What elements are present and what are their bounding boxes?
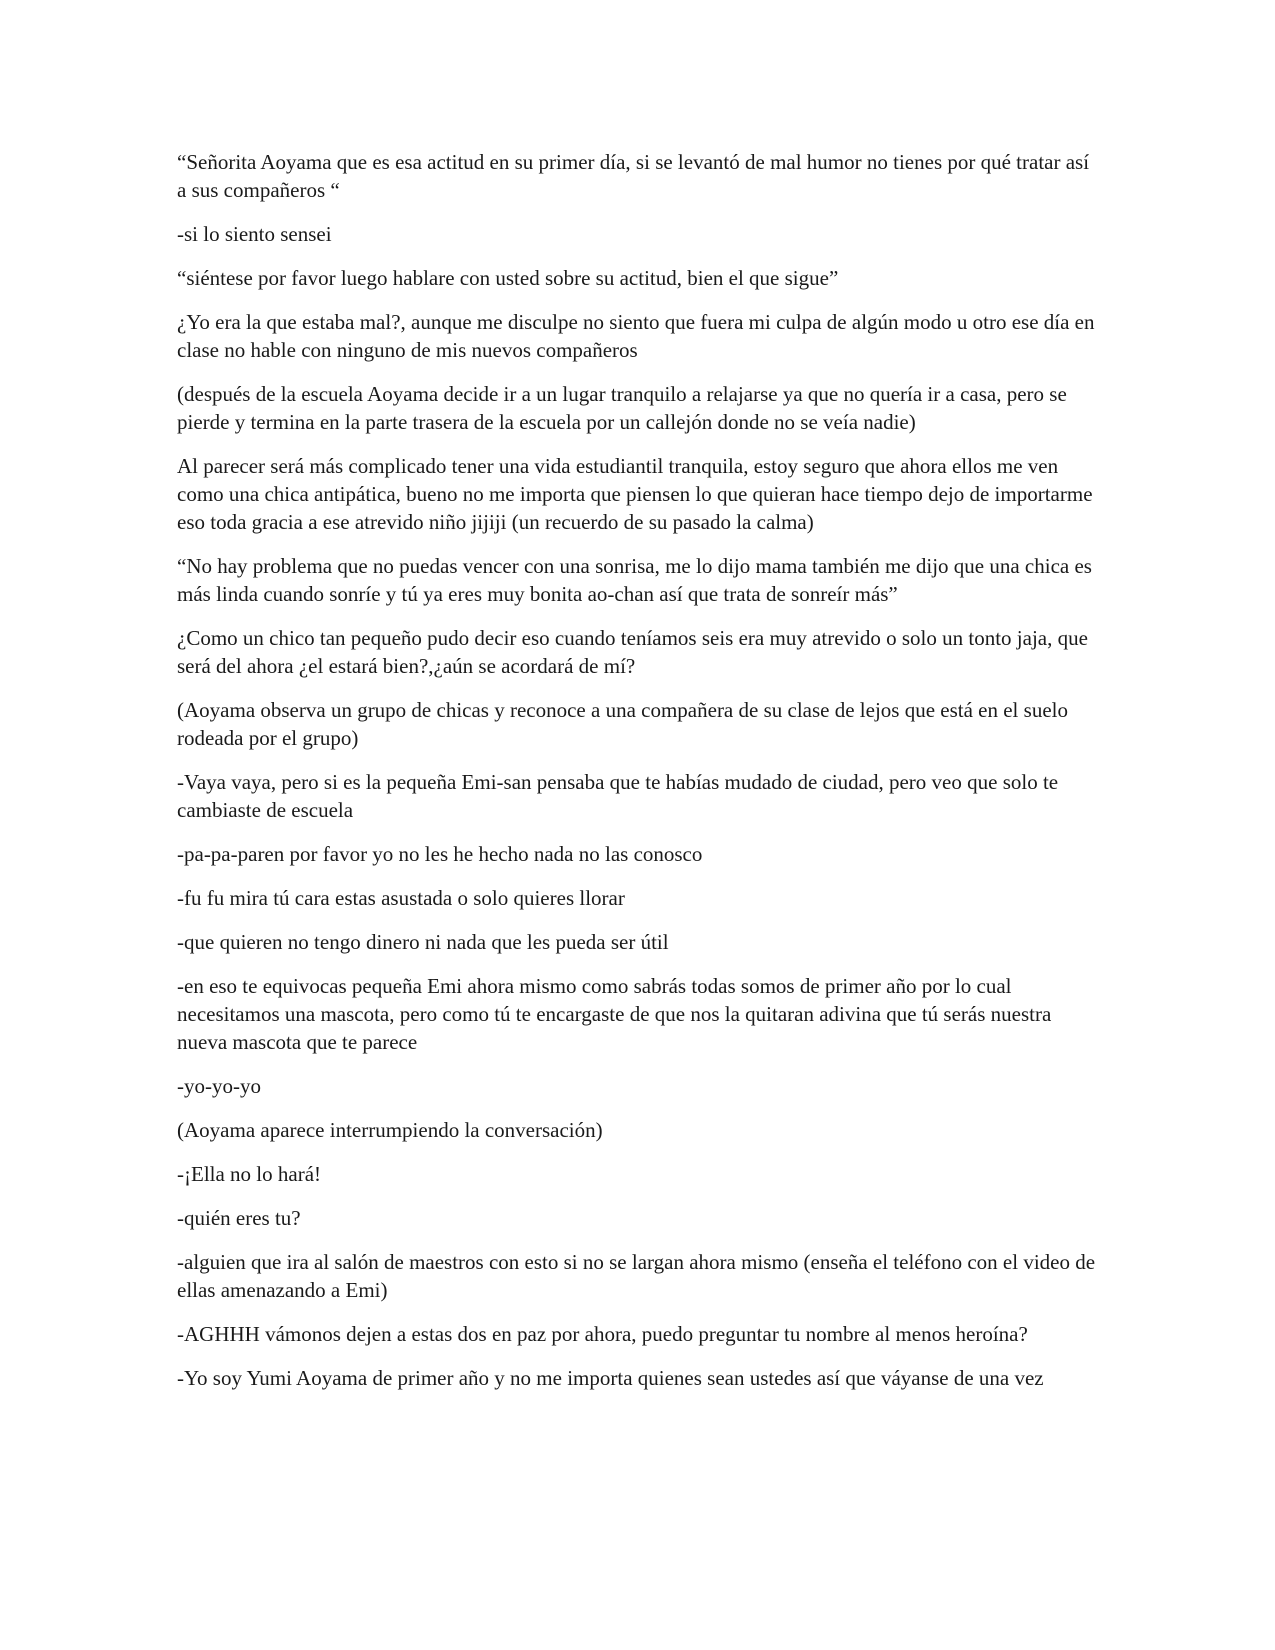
paragraph: “siéntese por favor luego hablare con usted sobre su actitud, bien el que sigue”: [177, 266, 839, 290]
paragraph: (Aoyama aparece interrumpiendo la conversación): [177, 1118, 603, 1142]
paragraph: -si lo siento sensei: [177, 222, 332, 246]
paragraph: -alguien que ira al salón de maestros con esto si no se largan ahora mismo (enseña el teléfono con el video de ellas amenazando a Emi): [177, 1250, 1096, 1302]
paragraph: (después de la escuela Aoyama decide ir a un lugar tranquilo a relajarse ya que no quería ir a casa, pero se pierde y termina en la parte trasera de la escuela por un callejón donde no se veía nadie): [177, 382, 1067, 434]
paragraph: ¿Como un chico tan pequeño pudo decir eso cuando teníamos seis era muy atrevido o solo un tonto jaja, que será del ahora ¿el estará bien?,¿aún se acordará de mí?: [177, 626, 1088, 678]
paragraph: ¿Yo era la que estaba mal?, aunque me disculpe no siento que fuera mi culpa de algún modo u otro ese día en clase no hable con ninguno de mis nuevos compañeros: [177, 310, 1095, 362]
paragraph: -quién eres tu?: [177, 1206, 301, 1230]
paragraph: -yo-yo-yo: [177, 1074, 261, 1098]
paragraph: -en eso te equivocas pequeña Emi ahora mismo como sabrás todas somos de primer año por lo cual necesitamos una mascota, pero como tú te encargaste de que nos la quitaran adivina que tú serás nuestra nueva mascota que te parece: [177, 974, 1052, 1054]
paragraph: -Yo soy Yumi Aoyama de primer año y no me importa quienes sean ustedes así que váyanse de una vez: [177, 1366, 1044, 1390]
paragraph: -Vaya vaya, pero si es la pequeña Emi-san pensaba que te habías mudado de ciudad, pero veo que solo te cambiaste de escuela: [177, 770, 1059, 822]
paragraph: “Señorita Aoyama que es esa actitud en su primer día, si se levantó de mal humor no tienes por qué tratar así a sus compañeros “: [177, 150, 1090, 202]
document-body: [177, 148, 1102, 1408]
paragraph: Al parecer será más complicado tener una vida estudiantil tranquila, estoy seguro que ahora ellos me ven como una chica antipática, bueno no me importa que piensen lo que quieran hace tiempo dejo de importarme eso toda gracia a ese atrevido niño jijiji (un recuerdo de su pasado la calma): [177, 454, 1093, 534]
paragraph: -fu fu mira tú cara estas asustada o solo quieres llorar: [177, 886, 625, 910]
paragraph: (Aoyama observa un grupo de chicas y reconoce a una compañera de su clase de lejos que está en el suelo rodeada por el grupo): [177, 698, 1068, 750]
paragraph: -pa-pa-paren por favor yo no les he hecho nada no las conosco: [177, 842, 703, 866]
paragraph: “No hay problema que no puedas vencer con una sonrisa, me lo dijo mama también me dijo que una chica es más linda cuando sonríe y tú ya eres muy bonita ao-chan así que trata de sonreír más”: [177, 554, 1092, 606]
paragraph: -que quieren no tengo dinero ni nada que les pueda ser útil: [177, 930, 669, 954]
paragraph: -AGHHH vámonos dejen a estas dos en paz por ahora, puedo preguntar tu nombre al menos heroína?: [177, 1322, 1028, 1346]
paragraph: -¡Ella no lo hará!: [177, 1162, 322, 1186]
